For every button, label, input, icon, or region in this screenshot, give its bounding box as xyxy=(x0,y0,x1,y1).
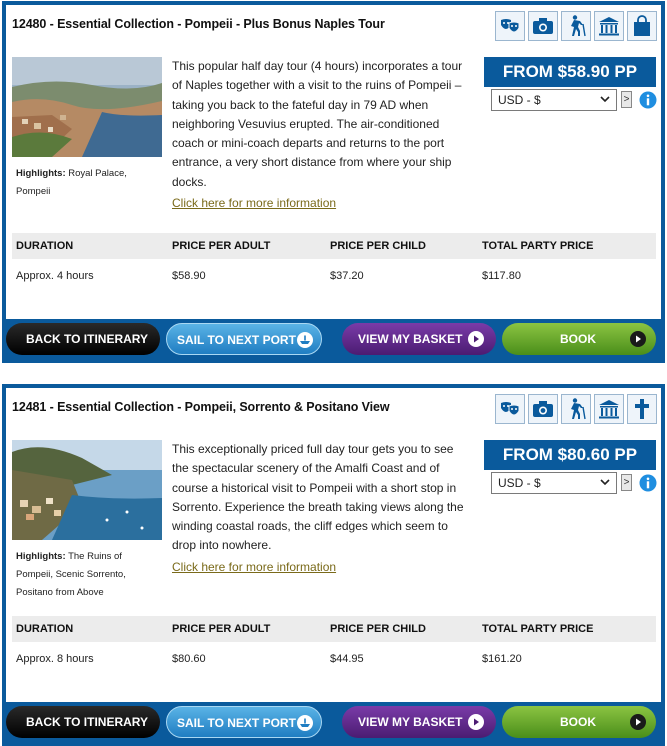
ship-icon xyxy=(297,332,313,348)
highlights xyxy=(16,165,156,201)
tour-title: 12480 - Essential Collection - Pompeii - Plus Bonus Naples Tour xyxy=(12,17,385,31)
duration-value: Approx. 8 hours xyxy=(16,653,94,665)
pricing-table-header xyxy=(12,233,656,259)
total-price-value: $117.80 xyxy=(482,270,521,282)
currency-go-button[interactable]: > xyxy=(621,474,632,491)
chevron-down-icon xyxy=(599,93,611,105)
duration-value: Approx. 4 hours xyxy=(16,270,94,282)
book-label: BOOK xyxy=(560,332,596,346)
tour-description: This exceptionally priced full day tour gets you to see the spectacular scenery of the Amalfi Coast and of course a historical visit to Pompeii with a short stop in Sorrento. Experience the breath taking views along the winding coastal roads, the cliff edges which seem to drop into nowhere. xyxy=(172,442,464,553)
action-bar xyxy=(6,702,661,742)
action-bar xyxy=(6,319,661,359)
pricing-table-row xyxy=(12,646,656,672)
theatre-masks-icon[interactable] xyxy=(495,394,525,424)
more-info-link[interactable]: Click here for more information xyxy=(172,196,337,210)
tour-photo-naples xyxy=(12,57,162,157)
currency-select[interactable] xyxy=(491,472,617,494)
view-basket-button[interactable] xyxy=(342,706,496,738)
back-label: BACK TO ITINERARY xyxy=(26,332,149,346)
currency-value: USD - $ xyxy=(498,476,541,490)
camera-icon[interactable] xyxy=(528,394,558,424)
price-child-value: $44.95 xyxy=(330,653,364,665)
info-icon[interactable] xyxy=(639,91,657,109)
view-basket-button[interactable] xyxy=(342,323,496,355)
sail-label: SAIL TO NEXT PORT xyxy=(177,716,296,730)
sail-to-next-port-button[interactable] xyxy=(166,323,322,355)
museum-icon[interactable] xyxy=(594,11,624,41)
currency-select[interactable] xyxy=(491,89,617,111)
header-price-adult: PRICE PER ADULT xyxy=(172,240,271,252)
arrow-right-icon xyxy=(468,331,484,347)
tour-description: This popular half day tour (4 hours) incorporates a tour of Naples together with a visit to the ruins of Pompeii – taking you back to the fateful day in 79 AD when neighboring Vesuvius erupted. The air-conditioned coach or mini-coach departs and returns to the port entrance, a very short distance from where your ship docks. xyxy=(172,59,463,189)
shopping-bag-icon[interactable] xyxy=(627,11,657,41)
price-adult-value: $80.60 xyxy=(172,653,206,665)
camera-icon[interactable] xyxy=(528,11,558,41)
museum-icon[interactable] xyxy=(594,394,624,424)
price-badge: FROM $58.90 PP xyxy=(484,57,656,87)
arrow-right-icon xyxy=(468,714,484,730)
hiking-icon[interactable] xyxy=(561,11,591,41)
header-duration: DURATION xyxy=(16,240,74,252)
back-to-itinerary-button[interactable] xyxy=(6,323,160,355)
book-label: BOOK xyxy=(560,715,596,729)
header-price-child: PRICE PER CHILD xyxy=(330,623,426,635)
ship-icon xyxy=(297,715,313,731)
currency-go-button[interactable]: > xyxy=(621,91,632,108)
sail-to-next-port-button[interactable] xyxy=(166,706,322,738)
highlights-label: Highlights: xyxy=(16,168,66,179)
highlights-text: The Ruins of Pompeii, Scenic Sorrento, Positano from Above xyxy=(16,551,126,598)
price-badge: FROM $80.60 PP xyxy=(484,440,656,470)
header-duration: DURATION xyxy=(16,623,74,635)
back-to-itinerary-button[interactable] xyxy=(6,706,160,738)
basket-label: VIEW MY BASKET xyxy=(358,715,463,729)
book-button[interactable] xyxy=(502,706,656,738)
chevron-down-icon xyxy=(599,476,611,488)
price-adult-value: $58.90 xyxy=(172,270,206,282)
book-button[interactable] xyxy=(502,323,656,355)
cross-icon[interactable] xyxy=(627,394,657,424)
header-price-child: PRICE PER CHILD xyxy=(330,240,426,252)
header-total-price: TOTAL PARTY PRICE xyxy=(482,623,594,635)
currency-value: USD - $ xyxy=(498,93,541,107)
category-icons xyxy=(495,394,657,424)
category-icons xyxy=(495,11,657,41)
highlights xyxy=(16,548,156,602)
tour-photo-positano xyxy=(12,440,162,540)
more-info-link[interactable]: Click here for more information xyxy=(172,560,337,574)
back-label: BACK TO ITINERARY xyxy=(26,715,149,729)
price-child-value: $37.20 xyxy=(330,270,364,282)
header-total-price: TOTAL PARTY PRICE xyxy=(482,240,594,252)
tour-title: 12481 - Essential Collection - Pompeii, Sorrento & Positano View xyxy=(12,400,390,414)
arrow-right-icon xyxy=(630,714,646,730)
hiking-icon[interactable] xyxy=(561,394,591,424)
highlights-text: Royal Palace, Pompeii xyxy=(16,168,127,197)
header-price-adult: PRICE PER ADULT xyxy=(172,623,271,635)
arrow-right-icon xyxy=(630,331,646,347)
basket-label: VIEW MY BASKET xyxy=(358,332,463,346)
pricing-table-header xyxy=(12,616,656,642)
highlights-label: Highlights: xyxy=(16,551,66,562)
info-icon[interactable] xyxy=(639,474,657,492)
sail-label: SAIL TO NEXT PORT xyxy=(177,333,296,347)
pricing-table-row xyxy=(12,263,656,289)
theatre-masks-icon[interactable] xyxy=(495,11,525,41)
total-price-value: $161.20 xyxy=(482,653,522,665)
tour-card xyxy=(2,1,665,363)
tour-card xyxy=(2,384,665,746)
